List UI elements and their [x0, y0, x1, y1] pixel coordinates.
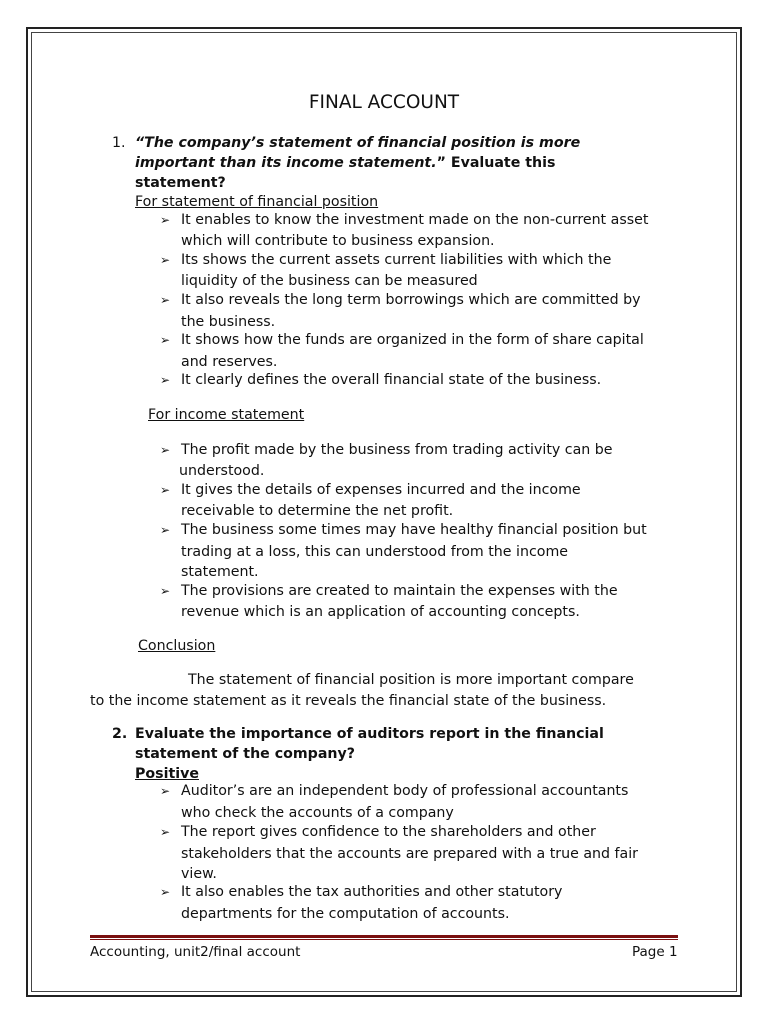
q2-bullet-3b: departments for the computation of accounts. [181, 906, 510, 922]
sfp-bullet-1b: which will contribute to business expansion. [181, 233, 495, 249]
q2-line1: Evaluate the importance of auditors report in the financial [135, 726, 604, 742]
is-bullet-2a: It gives the details of expenses incurred and the income [181, 482, 581, 498]
income-statement-heading: For income statement [148, 407, 305, 423]
bullet-arrow-icon: ➢ [160, 825, 171, 839]
bullet-arrow-icon: ➢ [160, 523, 171, 537]
sfp-bullet-4a: It shows how the funds are organized in the form of share capital [181, 332, 644, 348]
q2-bullet-2c: view. [181, 866, 217, 882]
bullet-arrow-icon: ➢ [160, 333, 171, 347]
is-bullet-2b: receivable to determine the net profit. [181, 503, 454, 519]
is-bullet-3a: The business some times may have healthy financial position but [181, 522, 647, 538]
bullet-arrow-icon: ➢ [160, 443, 171, 457]
sfp-bullet-4b: and reserves. [181, 354, 278, 370]
is-bullet-4a: The provisions are created to maintain the expenses with the [181, 583, 618, 599]
q2-number: 2. [112, 726, 128, 742]
q1-line1: “The company’s statement of financial position is more [135, 135, 581, 151]
q2-bullet-2b: stakeholders that the accounts are prepared with a true and fair [181, 846, 638, 862]
sfp-bullet-3a: It also reveals the long term borrowings which are committed by [181, 292, 641, 308]
q1-line3: statement? [135, 175, 226, 191]
bullet-arrow-icon: ➢ [160, 483, 171, 497]
footer-left: Accounting, unit2/final account [90, 944, 301, 960]
document-title: FINAL ACCOUNT [308, 92, 460, 113]
sfp-bullet-1a: It enables to know the investment made on the non-current asset [181, 212, 649, 228]
footer-rule-thin [90, 939, 678, 940]
sfp-bullet-2b: liquidity of the business can be measured [181, 273, 478, 289]
q2-bullet-1a: Auditor’s are an independent body of professional accountants [181, 783, 629, 799]
is-bullet-3b: trading at a loss, this can understood from the income [181, 544, 568, 560]
bullet-arrow-icon: ➢ [160, 213, 171, 227]
bullet-arrow-icon: ➢ [160, 253, 171, 267]
sfp-bullet-3b: the business. [181, 314, 276, 330]
footer-rule-thick [90, 935, 678, 938]
conclusion-line1: The statement of financial position is more important compare [188, 672, 634, 688]
positive-heading: Positive [135, 766, 199, 782]
is-bullet-3c: statement. [181, 564, 259, 580]
sfp-bullet-2a: Its shows the current assets current liabilities with which the [181, 252, 612, 268]
conclusion-heading: Conclusion [138, 638, 216, 654]
bullet-arrow-icon: ➢ [160, 373, 171, 387]
bullet-arrow-icon: ➢ [160, 784, 171, 798]
sfp-bullet-5: It clearly defines the overall financial state of the business. [181, 372, 602, 388]
bullet-arrow-icon: ➢ [160, 885, 171, 899]
footer-page-number: Page 1 [632, 944, 678, 960]
bullet-arrow-icon: ➢ [160, 293, 171, 307]
q1-line2: important than its income statement.” Evaluate this [135, 155, 556, 171]
q2-bullet-1b: who check the accounts of a company [181, 805, 454, 821]
sfp-heading: For statement of financial position [135, 194, 379, 210]
bullet-arrow-icon: ➢ [160, 584, 171, 598]
q1-number: 1. [112, 135, 126, 151]
q2-line2: statement of the company? [135, 746, 355, 762]
conclusion-line2: to the income statement as it reveals the financial state of the business. [90, 693, 607, 709]
is-bullet-4b: revenue which is an application of accounting concepts. [181, 604, 580, 620]
is-bullet-1a: The profit made by the business from trading activity can be [181, 442, 613, 458]
q2-bullet-3a: It also enables the tax authorities and other statutory [181, 884, 563, 900]
q2-bullet-2a: The report gives confidence to the shareholders and other [181, 824, 596, 840]
is-bullet-1b: understood. [179, 463, 265, 479]
